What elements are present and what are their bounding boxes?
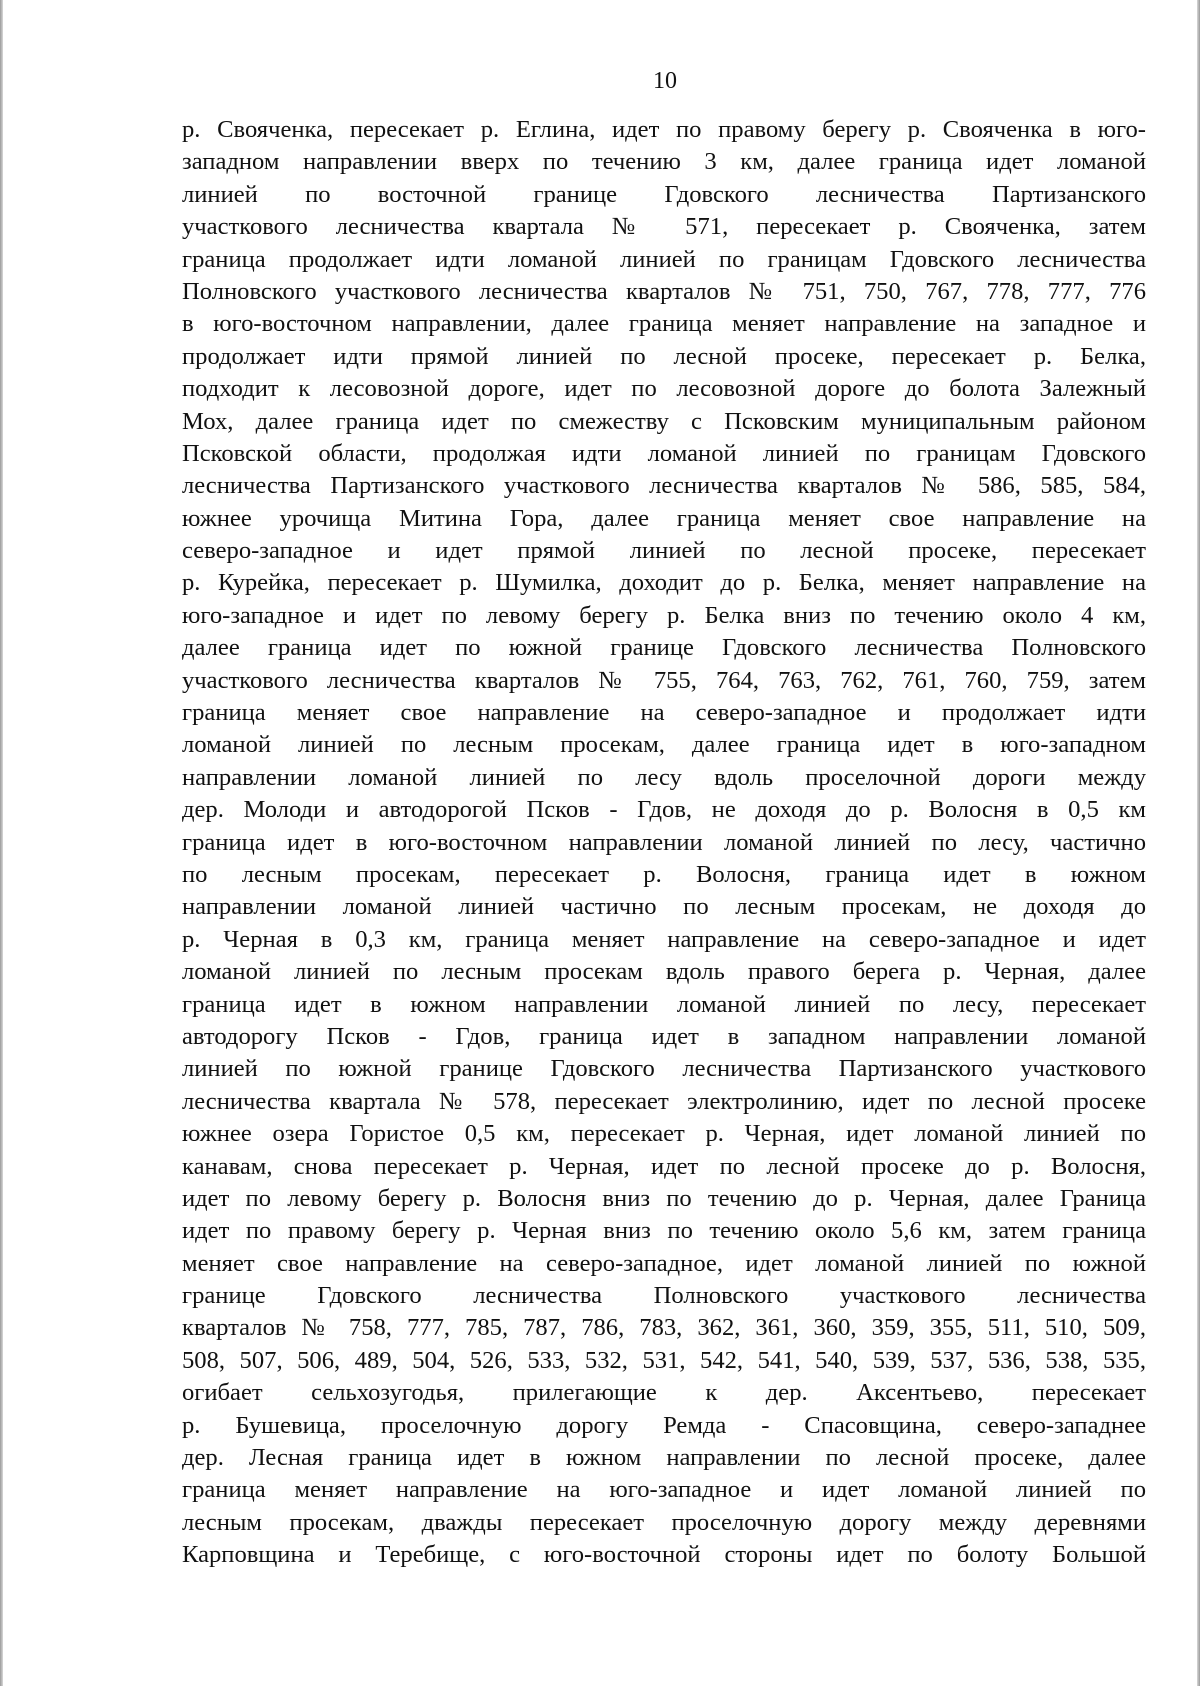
text-line: западном направлении вверх по течению 3 км, далее граница идет ломаной: [182, 148, 1146, 176]
text-line: граница идет в юго-восточном направлении ломаной линией по лесу, частично: [182, 828, 1146, 856]
text-line: границе Гдовского лесничества Полновского участкового лесничества: [182, 1282, 1146, 1310]
text-line: 508, 507, 506, 489, 504, 526, 533, 532, 531, 542, 541, 540, 539, 537, 536, 538, 535,: [182, 1346, 1146, 1374]
text-line: линией по южной границе Гдовского лесничества Партизанского участкового: [182, 1055, 1146, 1083]
text-line: Карповщина и Теребище, с юго-восточной стороны идет по болоту Большой: [182, 1541, 1146, 1569]
text-line: дер. Лесная граница идет в южном направлении по лесной просеке, далее: [182, 1444, 1146, 1472]
text-line: Полновского участкового лесничества кварталов № 751, 750, 767, 778, 777, 776: [182, 277, 1146, 305]
text-line: граница продолжает идти ломаной линией по границам Гдовского лесничества: [182, 245, 1146, 273]
text-line: Мох, далее граница идет по смежеству с Псковским муниципальным районом: [182, 407, 1146, 435]
text-line: идет по правому берегу р. Черная вниз по течению около 5,6 км, затем граница: [182, 1217, 1146, 1245]
text-line: подходит к лесовозной дороге, идет по лесовозной дороге до болота Залежный: [182, 375, 1146, 403]
text-line: идет по левому берегу р. Волосня вниз по течению до р. Черная, далее Граница: [182, 1184, 1146, 1212]
text-line: продолжает идти прямой линией по лесной просеке, пересекает р. Белка,: [182, 342, 1146, 370]
text-line: р. Черная в 0,3 км, граница меняет направление на северо-западное и идет: [182, 925, 1146, 953]
text-line: ломаной линией по лесным просекам, далее граница идет в юго-западном: [182, 731, 1146, 759]
text-line: канавам, снова пересекает р. Черная, идет по лесной просеке до р. Волосня,: [182, 1152, 1146, 1180]
text-line: лесным просекам, дважды пересекает проселочную дорогу между деревнями: [182, 1508, 1146, 1536]
text-line: граница идет в южном направлении ломаной линией по лесу, пересекает: [182, 990, 1146, 1018]
text-line: р. Бушевица, проселочную дорогу Ремда - Спасовщина, северо-западнее: [182, 1411, 1146, 1439]
text-line: кварталов № 758, 777, 785, 787, 786, 783, 362, 361, 360, 359, 355, 511, 510, 509,: [182, 1314, 1146, 1342]
text-line: участкового лесничества квартала № 571, пересекает р. Свояченка, затем: [182, 213, 1146, 241]
text-line: граница меняет направление на юго-западное и идет ломаной линией по: [182, 1476, 1146, 1504]
text-line: направлении ломаной линией частично по лесным просекам, не доходя до: [182, 893, 1146, 921]
text-line: дер. Молоди и автодорогой Псков - Гдов, не доходя до р. Волосня в 0,5 км: [182, 796, 1146, 824]
text-line: северо-западное и идет прямой линией по лесной просеке, пересекает: [182, 537, 1146, 565]
text-line: в юго-восточном направлении, далее граница меняет направление на западное и: [182, 310, 1146, 338]
text-line: лесничества квартала № 578, пересекает электролинию, идет по лесной просеке: [182, 1087, 1146, 1115]
text-line: лесничества Партизанского участкового лесничества кварталов № 586, 585, 584,: [182, 472, 1146, 500]
text-line: далее граница идет по южной границе Гдовского лесничества Полновского: [182, 634, 1146, 662]
text-line: участкового лесничества кварталов № 755, 764, 763, 762, 761, 760, 759, затем: [182, 666, 1146, 694]
text-line: р. Курейка, пересекает р. Шумилка, доходит до р. Белка, меняет направление на: [182, 569, 1146, 597]
text-line: огибает сельхозугодья, прилегающие к дер. Аксентьево, пересекает: [182, 1379, 1146, 1407]
text-line: Псковской области, продолжая идти ломаной линией по границам Гдовского: [182, 439, 1146, 467]
text-line: ломаной линией по лесным просекам вдоль правого берега р. Черная, далее: [182, 958, 1146, 986]
text-line: меняет свое направление на северо-западное, идет ломаной линией по южной: [182, 1249, 1146, 1277]
text-line: автодорогу Псков - Гдов, граница идет в западном направлении ломаной: [182, 1022, 1146, 1050]
body-text: [182, 114, 1146, 1572]
scan-edge-left: [0, 0, 3, 1686]
text-line: юго-западное и идет по левому берегу р. Белка вниз по течению около 4 км,: [182, 601, 1146, 629]
text-line: южнее урочища Митина Гора, далее граница меняет свое направление на: [182, 504, 1146, 532]
text-line: направлении ломаной линией по лесу вдоль проселочной дороги между: [182, 763, 1146, 791]
text-line: граница меняет свое направление на северо-западное и продолжает идти: [182, 699, 1146, 727]
text-line: р. Свояченка, пересекает р. Еглина, идет по правому берегу р. Свояченка в юго-: [182, 116, 1146, 143]
text-line: линией по восточной границе Гдовского лесничества Партизанского: [182, 180, 1146, 208]
text-line: южнее озера Гористое 0,5 км, пересекает р. Черная, идет ломаной линией по: [182, 1120, 1146, 1148]
text-line: по лесным просекам, пересекает р. Волосня, граница идет в южном: [182, 860, 1146, 888]
page-number: 10: [653, 68, 677, 94]
